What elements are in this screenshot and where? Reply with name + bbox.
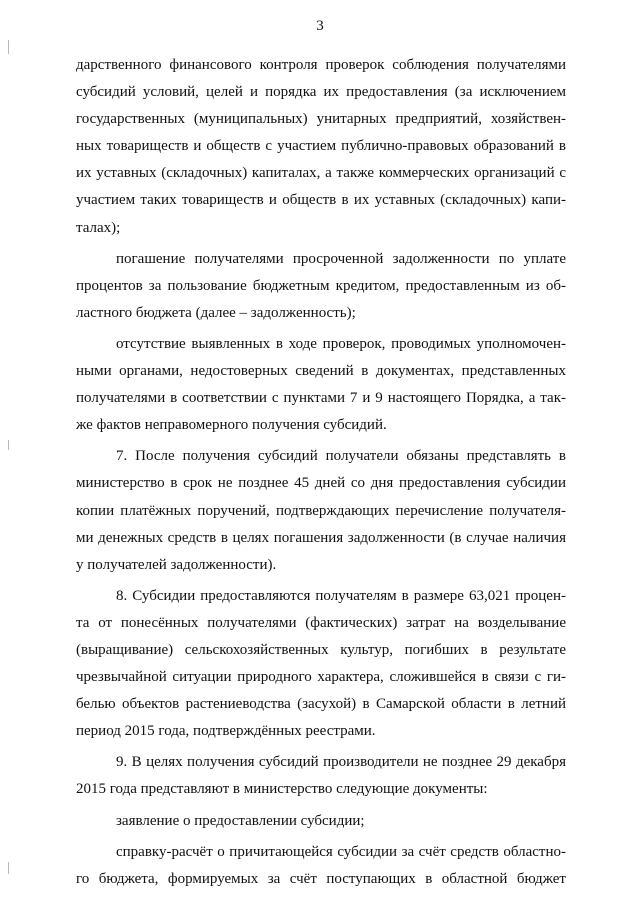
text-line: период 2015 года, подтверждённых реестрами. — [76, 723, 376, 740]
text-line: 7. После получения субсидий получатели обязаны представлять в — [116, 448, 566, 465]
document-body — [76, 52, 566, 893]
text-line: ми денежных средств в целях погашения задолженности (в случае наличия — [76, 529, 566, 546]
scan-edge-mark — [8, 862, 9, 874]
scan-edge-mark — [8, 440, 9, 450]
text-line: (выращивание) сельскохозяйственных культур, погибших в результате — [76, 641, 566, 658]
text-line: государственных (муниципальных) унитарных предприятий, хозяйствен- — [76, 111, 566, 128]
text-line: ных товариществ и обществ с участием публично-правовых образований в — [76, 138, 566, 155]
paragraph — [76, 331, 566, 439]
text-line: та от понесённых получателями (фактических) затрат на возделывание — [76, 614, 566, 631]
text-line: заявление о предоставлении субсидии; — [116, 812, 365, 829]
text-line: ластного бюджета (далее – задолженность); — [76, 304, 356, 321]
scan-edge-mark — [8, 40, 9, 54]
paragraph — [76, 749, 566, 803]
text-line: 9. В целях получения субсидий производители не позднее 29 декабря — [116, 754, 566, 771]
text-line: белью объектов растениеводства (засухой) в Самарской области в летний — [76, 696, 566, 713]
text-line: дарственного финансового контроля проверок соблюдения получателями — [76, 57, 566, 73]
paragraph — [76, 246, 566, 327]
text-line: отсутствие выявленных в ходе проверок, проводимых уполномочен- — [116, 335, 566, 352]
paragraph — [76, 443, 566, 578]
text-line: участием таких товариществ и обществ в их уставных (складочных) капи- — [76, 192, 566, 209]
text-line: же фактов неправомерного получения субсидий. — [76, 417, 387, 434]
text-line: погашение получателями просроченной задолженности по уплате — [116, 250, 566, 267]
paragraph — [76, 808, 566, 835]
text-line: у получателей задолженности). — [76, 556, 277, 573]
text-line: получателями в соответствии с пунктами 7 и 9 настоящего Порядка, а так- — [76, 390, 566, 407]
text-line: талах); — [76, 219, 121, 236]
text-line: чрезвычайной ситуации природного характера, сложившейся в связи с ги- — [76, 669, 566, 686]
paragraph — [76, 583, 566, 746]
text-line: процентов за пользование бюджетным кредитом, предоставленным из об- — [76, 277, 566, 294]
paragraph — [76, 52, 566, 242]
text-line: 2015 года представляют в министерство следующие документы: — [76, 781, 488, 798]
text-line: их уставных (складочных) капиталах, а также коммерческих организаций с — [76, 165, 566, 182]
text-line: субсидий условий, целей и порядка их предоставления (за исключением — [76, 84, 566, 101]
text-line: 8. Субсидии предоставляются получателям в размере 63,021 процен- — [116, 587, 566, 604]
page-number: 3 — [316, 18, 324, 34]
text-line: го бюджета, формируемых за счёт поступающих в областной бюджет — [76, 870, 566, 887]
text-line: копии платёжных поручений, подтверждающих перечисление получателя- — [76, 502, 566, 519]
text-line: министерство в срок не позднее 45 дней со дня предоставления субсидии — [76, 475, 566, 492]
paragraph — [76, 839, 566, 893]
text-line: справку-расчёт о причитающейся субсидии за счёт средств областно- — [116, 843, 566, 860]
text-line: ными органами, недостоверных сведений в документах, представленных — [76, 363, 566, 380]
